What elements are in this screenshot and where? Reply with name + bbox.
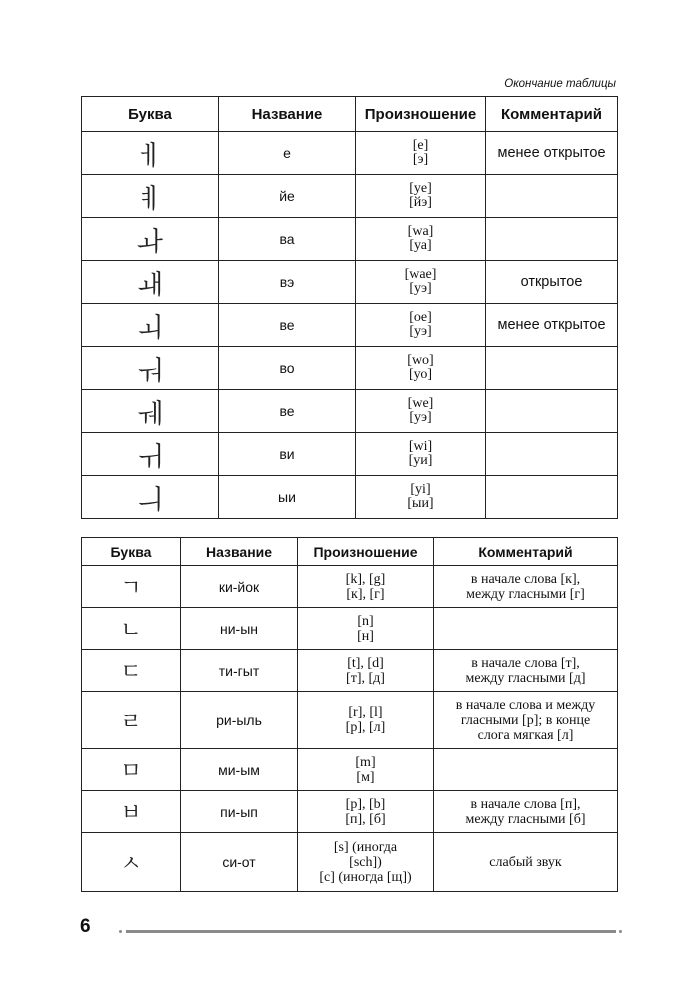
comment-line: в начале слова [т], bbox=[471, 655, 580, 671]
comment-cell: менее открытое bbox=[486, 304, 618, 347]
hangul-letter: ㅔ bbox=[82, 132, 219, 175]
hangul-letter: ㅅ bbox=[82, 833, 181, 892]
table-caption: Окончание таблицы bbox=[504, 78, 616, 90]
pronunciation-cell bbox=[356, 218, 486, 261]
pronunciation-line: [s] (иногда bbox=[333, 839, 398, 855]
letter-name: ки-йок bbox=[181, 566, 298, 608]
pronunciation-cell bbox=[298, 791, 434, 833]
pronunciation-cell bbox=[298, 749, 434, 791]
comment-cell bbox=[434, 566, 618, 608]
comment-line: в начале слова и между bbox=[455, 697, 596, 713]
comment-line: в начале слова [п], bbox=[470, 796, 581, 812]
letter-name: ве bbox=[219, 304, 356, 347]
pronunciation-cell bbox=[356, 175, 486, 218]
table-row bbox=[82, 476, 618, 519]
hangul-letter: ㅘ bbox=[82, 218, 219, 261]
comment-cell bbox=[434, 650, 618, 692]
letter-name: ви bbox=[219, 433, 356, 476]
comment-cell bbox=[486, 347, 618, 390]
table-row bbox=[82, 304, 618, 347]
footer-rule bbox=[126, 930, 616, 933]
pronunciation-line: [к], [г] bbox=[346, 586, 385, 602]
hangul-letter: ㄱ bbox=[82, 566, 181, 608]
table-header-row bbox=[82, 538, 618, 566]
table-row bbox=[82, 650, 618, 692]
hangul-letter: ㅂ bbox=[82, 791, 181, 833]
table-row bbox=[82, 433, 618, 476]
hangul-letter: ㅁ bbox=[82, 749, 181, 791]
pronunciation-line: [уэ] bbox=[409, 324, 432, 339]
pronunciation-line: [k], [g] bbox=[345, 571, 386, 587]
pronunciation-line: [т], [д] bbox=[346, 670, 385, 686]
comment-cell bbox=[486, 390, 618, 433]
header-name: Название bbox=[181, 538, 298, 566]
letter-name: ри-ыль bbox=[181, 692, 298, 749]
pronunciation-cell bbox=[356, 347, 486, 390]
pronunciation-line: [р], [л] bbox=[345, 720, 386, 735]
consonants-table bbox=[81, 537, 618, 892]
pronunciation-cell bbox=[356, 433, 486, 476]
table-row bbox=[82, 791, 618, 833]
pronunciation-line: [yi] bbox=[410, 482, 431, 497]
pronunciation-line: [уи] bbox=[408, 453, 433, 468]
hangul-letter: ㅟ bbox=[82, 433, 219, 476]
hangul-letter: ㄷ bbox=[82, 650, 181, 692]
pronunciation-line: [wae] bbox=[404, 267, 437, 282]
comment-cell: открытое bbox=[486, 261, 618, 304]
pronunciation-line: [м] bbox=[356, 769, 375, 785]
comment-line: гласными [р]; в конце bbox=[460, 712, 591, 728]
pronunciation-line: [н] bbox=[357, 628, 374, 644]
pronunciation-cell bbox=[356, 390, 486, 433]
hangul-letter: ㄴ bbox=[82, 608, 181, 650]
pronunciation-line: [уэ] bbox=[409, 281, 432, 296]
letter-name: си-от bbox=[181, 833, 298, 892]
header-name: Название bbox=[219, 97, 356, 132]
hangul-letter: ㄹ bbox=[82, 692, 181, 749]
header-pronunciation: Произношение bbox=[298, 538, 434, 566]
pronunciation-line: [э] bbox=[412, 152, 429, 167]
table-row bbox=[82, 608, 618, 650]
pronunciation-line: [уо] bbox=[409, 367, 432, 382]
pronunciation-line: [с] (иногда [щ]) bbox=[319, 869, 412, 885]
table-row bbox=[82, 132, 618, 175]
comment-line: в начале слова [к], bbox=[470, 571, 581, 587]
letter-name: во bbox=[219, 347, 356, 390]
footer-dot bbox=[119, 930, 122, 933]
pronunciation-line: [e] bbox=[412, 138, 429, 153]
pronunciation-line: [sch]) bbox=[349, 854, 382, 870]
letter-name: ве bbox=[219, 390, 356, 433]
header-letter: Буква bbox=[82, 97, 219, 132]
comment-cell bbox=[434, 833, 618, 892]
pronunciation-line: [p], [b] bbox=[345, 796, 386, 812]
table-row bbox=[82, 175, 618, 218]
comment-line: слабый звук bbox=[489, 854, 562, 870]
pronunciation-cell bbox=[356, 304, 486, 347]
pronunciation-cell bbox=[356, 261, 486, 304]
hangul-letter: ㅢ bbox=[82, 476, 219, 519]
page-number: 6 bbox=[80, 916, 91, 937]
pronunciation-line: [r], [l] bbox=[348, 705, 383, 720]
pronunciation-line: [wo] bbox=[407, 353, 434, 368]
pronunciation-line: [ыи] bbox=[407, 496, 434, 511]
table-row bbox=[82, 347, 618, 390]
comment-cell bbox=[486, 218, 618, 261]
vowels-table bbox=[81, 96, 618, 519]
comment-cell bbox=[486, 433, 618, 476]
letter-name: ва bbox=[219, 218, 356, 261]
pronunciation-cell bbox=[298, 833, 434, 892]
pronunciation-line: [m] bbox=[355, 754, 376, 770]
comment-cell bbox=[434, 608, 618, 650]
pronunciation-line: [wa] bbox=[407, 224, 434, 239]
pronunciation-line: [ye] bbox=[409, 181, 432, 196]
pronunciation-cell bbox=[298, 692, 434, 749]
comment-line: между гласными [б] bbox=[465, 811, 586, 827]
table-row bbox=[82, 261, 618, 304]
comment-cell: менее открытое bbox=[486, 132, 618, 175]
pronunciation-line: [йэ] bbox=[409, 195, 432, 210]
pronunciation-cell bbox=[298, 566, 434, 608]
pronunciation-line: [wi] bbox=[408, 439, 433, 454]
letter-name: ми-ым bbox=[181, 749, 298, 791]
footer-dot bbox=[619, 930, 622, 933]
hangul-letter: ㅞ bbox=[82, 390, 219, 433]
header-comment: Комментарий bbox=[486, 97, 618, 132]
letter-name: йе bbox=[219, 175, 356, 218]
letter-name: ыи bbox=[219, 476, 356, 519]
pronunciation-line: [п], [б] bbox=[345, 811, 386, 827]
table-row bbox=[82, 749, 618, 791]
hangul-letter: ㅝ bbox=[82, 347, 219, 390]
comment-line: между гласными [г] bbox=[466, 586, 585, 602]
letter-name: вэ bbox=[219, 261, 356, 304]
pronunciation-cell bbox=[298, 608, 434, 650]
comment-cell bbox=[434, 791, 618, 833]
pronunciation-line: [уа] bbox=[409, 238, 432, 253]
header-letter: Буква bbox=[82, 538, 181, 566]
letter-name: ти-гыт bbox=[181, 650, 298, 692]
table-row bbox=[82, 692, 618, 749]
pronunciation-line: [n] bbox=[357, 613, 374, 629]
pronunciation-line: [t], [d] bbox=[347, 655, 384, 671]
pronunciation-cell bbox=[356, 132, 486, 175]
pronunciation-line: [oe] bbox=[409, 310, 432, 325]
hangul-letter: ㅖ bbox=[82, 175, 219, 218]
hangul-letter: ㅙ bbox=[82, 261, 219, 304]
comment-line: слога мягкая [л] bbox=[477, 727, 574, 743]
letter-name: пи-ып bbox=[181, 791, 298, 833]
letter-name: ни-ын bbox=[181, 608, 298, 650]
table-row bbox=[82, 833, 618, 892]
comment-cell bbox=[486, 175, 618, 218]
table-header-row bbox=[82, 97, 618, 132]
letter-name: е bbox=[219, 132, 356, 175]
header-comment: Комментарий bbox=[434, 538, 618, 566]
table-row bbox=[82, 218, 618, 261]
pronunciation-cell bbox=[298, 650, 434, 692]
table-row bbox=[82, 566, 618, 608]
pronunciation-line: [уэ] bbox=[409, 410, 432, 425]
comment-cell bbox=[434, 692, 618, 749]
table-row bbox=[82, 390, 618, 433]
header-pronunciation: Произношение bbox=[356, 97, 486, 132]
comment-line: между гласными [д] bbox=[465, 670, 586, 686]
hangul-letter: ㅚ bbox=[82, 304, 219, 347]
comment-cell bbox=[434, 749, 618, 791]
pronunciation-line: [we] bbox=[407, 396, 434, 411]
pronunciation-cell bbox=[356, 476, 486, 519]
comment-cell bbox=[486, 476, 618, 519]
